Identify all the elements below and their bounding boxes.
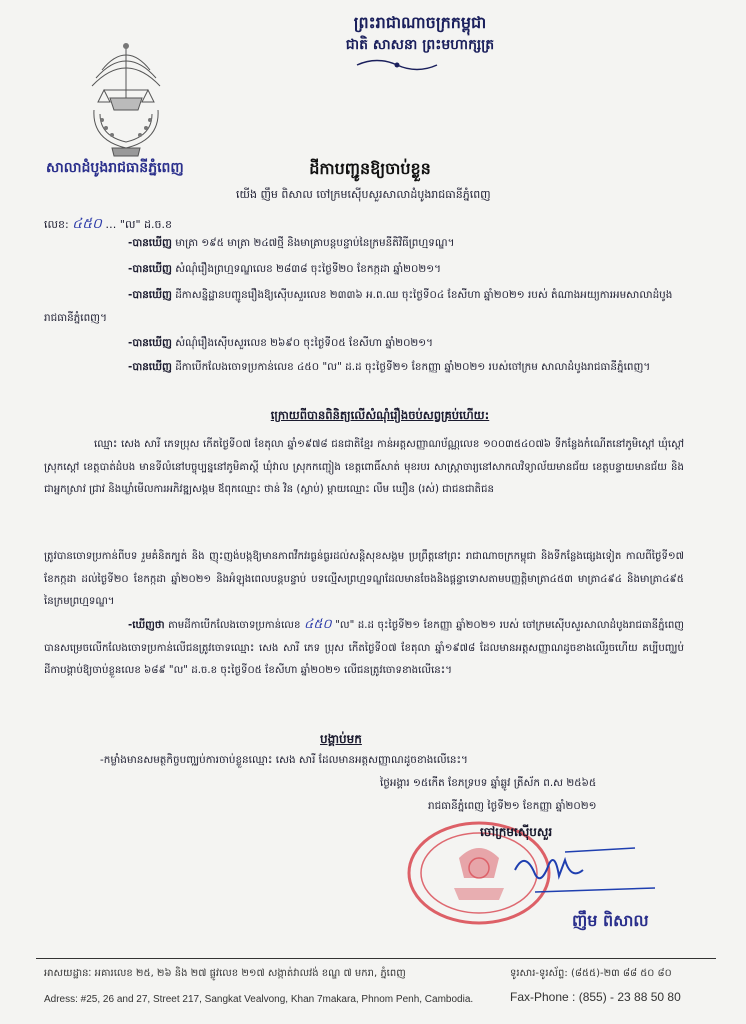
reference-label: លេខ: <box>44 218 69 231</box>
consideration-item <box>44 332 684 355</box>
finding-handwritten-number: ៤៥០ <box>304 617 332 632</box>
lunar-date: ថ្ងៃអង្គារ ១៥កើត ខែភទ្របទ ឆ្នាំឆ្លូវ ត្រីស័ក ព.ស ២៥៦៥ <box>380 777 597 789</box>
consideration-label: -បានឃើញ <box>128 361 172 373</box>
accused-identity-paragraph: ឈ្មោះ សេង សារី ភេទប្រុស កើតថ្ងៃទី០៧ ខែតុលា ឆ្នាំ១៩៧៨ ជនជាតិខ្មែរ កាន់អត្តសញ្ញាណប័ណ្ណលេខ ១០០៣៥៤០៧៦ ទីកន្លែងកំណើតនៅភូមិស្តៅ ឃុំស្តៅ ស្រុកស្តៅ ខេត្តបាត់ដំបង មានទីលំនៅបច្ចុប្បន្ននៅភូមិគាស្តី ឃុំវាល ស្រុកកញ្ជៀង ខេត្តពោធិ៍សាត់ មុខរបរ សាស្ត្រាចារ្យនៅសាកលវិទ្យាល័យមានជ័យ ខេត្តបន្ទាយមានជ័យ និងជាអ្នកស្រាវ ជ្រាវ និងឃ្លាំមើលការអភិវឌ្ឍសង្គម ឪពុកឈ្មោះ ថាន់ វិន (ស្លាប់) ម្តាយឈ្មោះ លឹម ឃឿន (រស់) ជាជនជាតិជន <box>44 439 684 495</box>
consideration-label: -បានឃើញ <box>128 237 172 249</box>
court-name: សាលាដំបូងរាជធានីភ្នំពេញ <box>46 160 184 176</box>
consideration-item <box>44 284 684 330</box>
kingdom-header <box>290 12 550 56</box>
footer-divider <box>36 958 716 959</box>
footer-phone-english: Fax-Phone : (855) - 23 88 50 80 <box>510 990 681 1004</box>
judge-intro: យើង ញឹម ពិសាល ចៅក្រមស៊ើបសួរសាលាដំបូងរាជធានីភ្នំពេញ <box>236 188 491 201</box>
place-date: រាជធានីភ្នំពេញ ថ្ងៃទី២១ ខែកញ្ញា ឆ្នាំ២០២១ <box>428 800 597 812</box>
finding-label: -ឃើញថា <box>128 620 165 631</box>
reference-suffix: "ល" ដ.ច.ខ <box>119 218 172 231</box>
footer-phone-khmer: ទូរសារ-ទូរស័ព្ទ: (៨៥៥)-២៣ ៨៨ ៥០ ៨០ <box>510 968 672 979</box>
order-text: -កម្លាំងមានសមត្ថកិច្ចបញ្ឈប់ការចាប់ខ្លួនឈ្មោះ សេង សារី ដែលមានអត្តសញ្ញាណដូចខាងលើនេះ។ <box>100 754 468 766</box>
section-heading: ក្រោយពីបានពិនិត្យលើសំណុំរឿងចប់សព្វគ្រប់ហើយ: <box>270 408 490 422</box>
charges-paragraph: ត្រូវបានចោទប្រកាន់ពីបទ រួមគំនិតក្បត់ និង ញុះញង់បង្កឱ្យមានភាពវឹកវរធ្ងន់ធ្ងរដល់សន្តិសុខសង្គម ប្រព្រឹត្តនៅព្រះ រាជាណាចក្រកម្ពុជា និងទីកន្លែងផ្សេងទៀត កាលពីថ្ងៃទី១៧ ខែកក្កដា ដល់ថ្ងៃទី២០ ខែកក្កដា ឆ្នាំ២០២១ និងអំឡុងពេលបន្តបន្ទាប់ បទល្មើសព្រហ្មទណ្ឌដែលមានចែងនិងផ្តន្ទាទោសតាមបញ្ញត្តិមាត្រា៤៥៣ មាត្រា៤៩៤ និងមាត្រា៤៩៥ នៃក្រមព្រហ្មទណ្ឌ។ <box>44 551 684 607</box>
consideration-text: ដីកាបើកលែងចោទប្រកាន់លេខ ៤៥០ "ល" ដ.ដ ចុះថ្ងៃទី២១ ខែកញ្ញា ឆ្នាំ២០២១ របស់ចៅក្រម សាលាដំបូងរាជធានីភ្នំពេញ។ <box>175 361 651 373</box>
consideration-item <box>44 258 684 281</box>
finding-text-post: "ល" ដ.ដ ចុះថ្ងៃទី២១ ខែកញ្ញា ឆ្នាំ២០២១ របស់ ចៅក្រមស៊ើបសួរសាលាដំបូងរាជធានីភ្នំពេញ បានសម្រេចលើកលែងចោទប្រកាន់លើជនត្រូវចោទឈ្មោះ សេង សារី ភេទ ប្រុស កើតថ្ងៃទី០៧ ខែតុលា ឆ្នាំ១៩៧៨ ដែលមានអត្តសញ្ញាណដូចខាងលើរួចហើយ គប្បីបញ្ឈប់ដីកាបង្គាប់ឱ្យចាប់ខ្លួនលេខ ៦៨៩ "ល" ដ.ច.ខ ចុះថ្ងៃទី០៥ ខែសីហា ឆ្នាំ២០២១ លើជនត្រូវចោទខាងលើនេះ។ <box>44 620 684 676</box>
consideration-text: ដីកាសន្និដ្ឋានបញ្ជូនរឿងឱ្យស៊ើបសួរលេខ ២៣៣៦ អ.ព.ឈ ចុះថ្ងៃទី០៤ ខែសីហា ឆ្នាំ២០២១ របស់ តំណាងអយ្យការអមសាលាដំបូងរាជធានីភ្នំពេញ។ <box>44 289 673 324</box>
consideration-label: -បានឃើញ <box>128 289 172 301</box>
header-ornament <box>352 58 442 76</box>
consideration-text: មាត្រា ១៩៥ មាត្រា ២៤៧ថ្មី និងមាត្រាបន្តបន្ទាប់នៃក្រមនីតិវិធីព្រហ្មទណ្ឌ។ <box>175 237 455 249</box>
reference-number: លេខ: ៤៥០ … "ល" ដ.ច.ខ <box>44 216 172 232</box>
consideration-text: សំណុំរឿងព្រហ្មទណ្ឌលេខ ២៨៣៨ ចុះថ្ងៃទី២០ ខែកក្កដា ឆ្នាំ២០២១។ <box>175 263 441 275</box>
consideration-item <box>44 356 684 379</box>
consideration-item <box>44 232 684 255</box>
finding-paragraph <box>44 614 684 683</box>
reference-handwritten-number: ៤៥០ <box>72 216 102 232</box>
signer-title: ចៅក្រមស៊ើបសួរ <box>480 825 553 839</box>
national-motto: ជាតិ សាសនា ព្រះមហាក្សត្រ <box>345 37 495 53</box>
kingdom-name: ព្រះរាជាណាចក្រកម្ពុជា <box>353 13 487 32</box>
judiciary-emblem-icon <box>82 40 170 160</box>
consideration-text: សំណុំរឿងស៊ើបសួរលេខ ២៦៩០ ចុះថ្ងៃទី០៥ ខែសីហា ឆ្នាំ២០២១។ <box>175 337 434 349</box>
finding-text-pre: តាមដីកាបើកលែងចោទប្រកាន់លេខ <box>168 620 301 631</box>
signature-icon <box>505 840 665 910</box>
footer-address-khmer: អាសយដ្ឋានៈ អគារលេខ ២៥, ២៦ និង ២៧ ផ្លូវលេខ ២១៧ សង្កាត់វាលវង់ ខណ្ឌ ៧ មករា, ភ្នំពេញ <box>44 968 406 979</box>
consideration-label: -បានឃើញ <box>128 337 172 349</box>
document-title: ដីកាបញ្ជូនឱ្យចាប់ខ្លួន <box>309 159 431 178</box>
signer-name: ញឹម ពិសាល <box>572 911 649 930</box>
consideration-label: -បានឃើញ <box>128 263 172 275</box>
hence-heading: បង្គាប់មក <box>320 732 362 746</box>
footer-address-english: Adress: #25, 26 and 27, Street 217, Sangkat Vealvong, Khan 7makara, Phnom Penh, Cambodia. <box>44 994 474 1005</box>
